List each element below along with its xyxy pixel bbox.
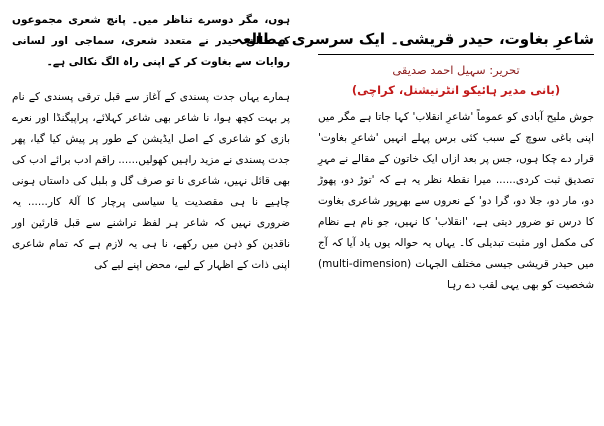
right-column	[234, 12, 594, 302]
latin-term: (multi-dimension)	[318, 258, 412, 270]
left-column	[12, 10, 290, 282]
right-paragraph-text: جوش ملیح آبادی کو عموماً 'شاعرِ انقلاب' کہا جاتا ہے مگر میں اپنی باغی سوچ کے سبب کئی برس پہلے انہیں 'شاعرِ بغاوت' قرار دے چکا ہوں، جس پر بعد ازاں ایک خاتون کے مقالے نے مہرِ تصدیق ثبت کردی...... میرا نقطۂ نظر یہ ہے کہ 'توڑ دو، پھوڑ دو، مار دو، جلا دو، گرا دو' کے نعروں سے بھرپور شاعری بغاوت کا درس تو ضرور دیتی ہے، 'انقلاب' کا نہیں، جو نام ہے نظام کی مکمل اور مثبت تبدیلی کا۔ یہاں یہ حوالہ یوں یاد آیا کہ آج میں حیدر قریشی جیسی مختلف الجہات	[318, 111, 594, 270]
left-column-intro: ہوں، مگر دوسرے تناظر میں۔ پانچ شعری مجموعوں کے خالق حیدر نے متعدد شعری، سماجی اور لسانی روایات سے بغاوت کر کے اپنی راہ الگ نکالی ہے۔	[12, 14, 290, 68]
right-column-paragraph	[318, 107, 594, 296]
author-affiliation: (بانی مدیر ہائیکو انٹرنیشنل، کراچی)	[351, 83, 561, 97]
right-paragraph-tail: شخصیت کو بھی یہی لقب دے رہا	[446, 279, 594, 291]
left-column-body: ہمارے یہاں جدت پسندی کے آغاز سے قبل ترقی پسندی کے نام پر بہت کچھ ہوا، نا شاعر بھی شاعر کہلائے، پراپیگنڈا اور نعرے بازی کو شاعری کے اصل ایڈیشن کے طور پر پیش کیا گیا، پھر جدت پسندی نے مزید راہیں کھولیں...... راقم ادب برائے ادب کی بھی قائل نہیں، شاعری نا تو صرف گل و بلبل کی داستاں ہونی چاہیے نا ہی مقصدیت یا سیاسی پرچار کا آلۂ کار...... یہ ضروری نہیں کہ شاعر ہر لفظ تراشنے سے قبل قارئین اور ناقدین کو ذہن میں رکھے، نا ہی یہ لازم ہے کہ تمام شاعری اپنی ذات کے اظہار کے لیے، محض اپنے لیے کی	[12, 91, 290, 271]
article-author: تحریر: سہیل احمد صدیقی	[392, 63, 520, 77]
article-title: شاعرِ بغاوت، حیدر قریشی۔ ایک سرسری مطالعہ	[318, 26, 594, 55]
